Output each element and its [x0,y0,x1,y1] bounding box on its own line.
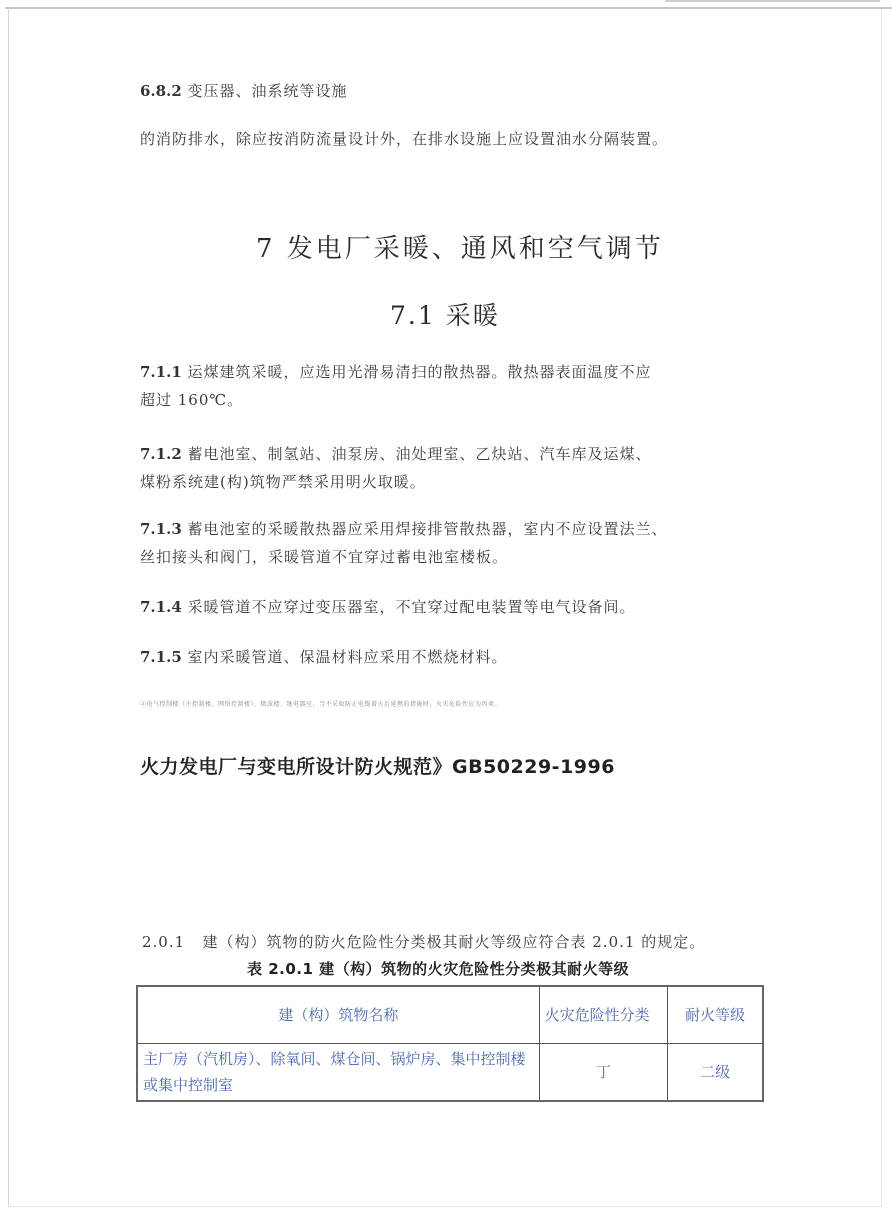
table-header-row [137,986,763,1044]
table-row [137,1044,763,1102]
clause-title: 变压器、油系统等设施 [187,82,348,100]
table-caption: 表 2.0.1 建（构）筑物的火灾危险性分类极其耐火等级 [247,960,630,978]
header-hazard-class: 火灾危险性分类 [539,986,668,1044]
clause-7-1-1-line2: 超过 160℃。 [140,391,244,409]
clause-number: 6.8.2 [140,82,182,100]
clause-text: 运煤建筑采暖，应选用光滑易清扫的散热器。散热器表面温度不应 [187,363,652,381]
header-fire-rating: 耐火等级 [668,986,763,1044]
clause-6-8-2-heading [140,80,348,101]
clause-text: 蓄电池室、制氢站、油泵房、油处理室、乙炔站、汽车库及运煤、 [187,445,652,463]
clause-7-1-3-line2: 丝扣接头和阀门，采暖管道不宜穿过蓄电池室楼板。 [140,548,509,566]
clause-number: 7.1.2 [140,445,182,463]
source-title: 火力发电厂与变电所设计防火规范》GB50229-1996 [140,756,615,778]
cell-hazard-class: 丁 [539,1044,668,1102]
clause-7-1-2-line1 [140,443,652,464]
clause-7-1-3-line1 [140,518,668,539]
clause-number: 2.0.1 [142,933,186,951]
clause-2-0-1 [142,931,705,952]
clause-7-1-1-line1 [140,361,652,382]
cell-building-name: 主厂房（汽机房）、除氧间、煤仓间、锅炉房、集中控制楼或集中控制室 [137,1044,539,1102]
clause-6-8-2-text: 的消防排水，除应按消防流量设计外，在排水设施上应设置油水分隔装置。 [140,130,669,148]
clause-text: 蓄电池室的采暖散热器应采用焊接排管散热器，室内不应设置法兰、 [187,520,668,538]
clause-number: 7.1.1 [140,363,182,381]
chapter-heading: 7 发电厂采暖、通风和空气调节 [256,234,664,264]
fire-hazard-table [136,985,764,1102]
clause-7-1-5 [140,646,508,667]
top-tab-edge [665,0,880,2]
clause-number: 7.1.3 [140,520,182,538]
cell-fire-rating: 二级 [668,1044,763,1102]
clause-text: 建（构）筑物的防火危险性分类极其耐火等级应符合表 2.0.1 的规定。 [202,933,706,951]
clause-number: 7.1.4 [140,598,182,616]
section-heading: 7.1 采暖 [390,301,500,330]
clause-text: 采暖管道不应穿过变压器室，不宜穿过配电装置等电气设备间。 [187,598,636,616]
clause-7-1-4 [140,596,636,617]
footnote: ②电气控制楼（主控制楼、网络控制楼）、微波楼、继电器室，当不采取防止电缆着火后延燃的措施时，火灾危险性应为丙类。 [140,701,502,708]
header-building-name: 建（构）筑物名称 [137,986,539,1044]
clause-number: 7.1.5 [140,648,182,666]
clause-text: 室内采暖管道、保温材料应采用不燃烧材料。 [187,648,508,666]
clause-7-1-2-line2: 煤粉系统建(构)筑物严禁采用明火取暖。 [140,473,426,491]
